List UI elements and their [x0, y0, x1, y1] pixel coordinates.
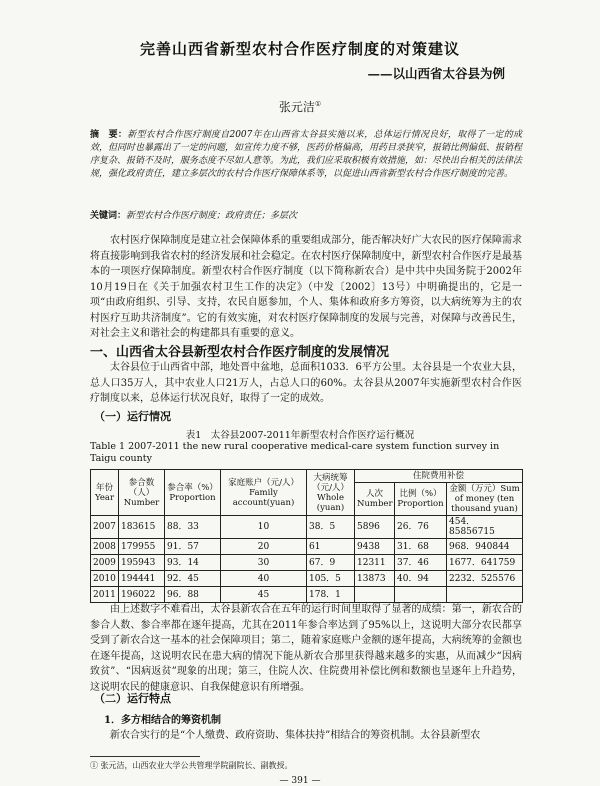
cell-sum: [447, 587, 523, 603]
cell-sum: 2232．525576: [447, 571, 523, 587]
cell-family: 45: [221, 587, 307, 603]
cell-times: [355, 587, 395, 603]
header-count: 参合数（人）Number: [119, 470, 165, 516]
cell-sum: 968．940844: [447, 539, 523, 555]
cell-count: 194441: [119, 571, 165, 587]
keywords-label: 关键词：: [90, 211, 127, 221]
table-caption-en: Table 1 2007-2011 the new rural cooperative medical-care system function survey in Taigu county: [90, 441, 500, 464]
table-row: [91, 555, 523, 571]
cell-times: 5896: [355, 516, 395, 539]
header-year: 年份 Year: [91, 470, 119, 516]
cell-whole: 61: [307, 539, 355, 555]
cell-whole: 67．9: [307, 555, 355, 571]
paper-subtitle: ——以山西省太谷县为例: [367, 66, 505, 81]
keywords: [90, 208, 522, 221]
header-sum: 金额（万元）Sum of money (ten thousand yuan): [447, 483, 523, 516]
cell-rate: 92．45: [165, 571, 221, 587]
paragraph-county: 太谷县位于山西省中部，地处晋中盆地，总面积1033．6平方公里。太谷县是一个农业大县，总人口35万人，其中农业人口21万人，占总人口的60%。太谷县从2007年实施新型农村合作医疗制度以来，总体运行状况良好，取得了一定的成效。: [90, 362, 522, 404]
header-times: 人次 Number: [355, 483, 395, 516]
abstract-text: 新型农村合作医疗制度自2007年在山西省太谷县实施以来，总体运行情况良好，取得了一定的成效，但同时也暴露出了一定的问题，如宣传力度不够，医药价格偏高，用药目录狭窄，报销比例偏低、报销程序复杂、报销不及时，服务态度不尽如人意等。为此，我们应采取积极有效措施，如：尽快出台相关的法律法规，强化政府责任，建立多层次的农村合作医疗保障体系等，以促进山西省新型农村合作医疗制度的完善。: [90, 130, 523, 179]
cell-ratio: [395, 587, 447, 603]
table-row: [91, 587, 523, 603]
cell-count: 195943: [119, 555, 165, 571]
header-family: 家庭账户（元/人）Family account(yuan): [221, 470, 307, 516]
cell-ratio: 37．46: [395, 555, 447, 571]
subsection-heading-operation: （一）运行情况: [94, 410, 171, 423]
header-ratio: 比例（%）Proportion: [395, 483, 447, 516]
footnote-mark: ①: [314, 100, 322, 108]
subsubsection-heading-funding: 1．多方相结合的筹资机制: [104, 715, 221, 726]
cell-family: 30: [221, 555, 307, 571]
paragraph-analysis: 由上述数字不难看出，太谷县新农合在五年的运行时间里取得了显著的成绩：第一，新农合的参合人数、参合率都在逐年提高，尤其在2011年参合率达到了95%以上，这说明大部分农民都享受到了新农合这一基本的社会保障项目；第二，随着家庭账户金额的逐年提高，大病统筹的金额也在逐年提高，这说明农民在患大病的情况下能从新农合那里获得越来越多的实惠，从而减少“因病致贫”、“因病返贫”现象的出现；第三，住院人次、住院费用补偿比例和数额也呈逐年上升趋势，这说明农民的健康意识、自我保健意识有所增强。: [90, 604, 522, 693]
table-row: [91, 539, 523, 555]
section-heading-1: 一、山西省太谷县新型农村合作医疗制度的发展情况: [90, 345, 390, 360]
cell-count: 179955: [119, 539, 165, 555]
cell-year: 2010: [91, 571, 119, 587]
cell-family: 20: [221, 539, 307, 555]
header-compensation: 住院费用补偿: [355, 470, 523, 483]
cell-year: 2009: [91, 555, 119, 571]
cell-rate: 91．57: [165, 539, 221, 555]
cell-times: 12311: [355, 555, 395, 571]
cell-whole: 105．5: [307, 571, 355, 587]
cell-count: 196022: [119, 587, 165, 603]
cell-family: 10: [221, 516, 307, 539]
operation-table: [90, 469, 523, 603]
table-row: [91, 516, 523, 539]
author-name: 张元洁: [278, 100, 315, 114]
cell-sum: 454．85856715: [447, 516, 523, 539]
cell-ratio: 26．76: [395, 516, 447, 539]
cell-whole: 38．5: [307, 516, 355, 539]
table-caption-cn: 表1 太谷县2007-2011年新型农村合作医疗运行概况: [185, 430, 415, 441]
abstract: [90, 129, 522, 181]
cell-year: 2011: [91, 587, 119, 603]
footnote: ① 张元洁，山西农业大学公共管理学院副院长、副教授。: [90, 761, 293, 770]
cell-ratio: 40．94: [395, 571, 447, 587]
paper-title: 完善山西省新型农村合作医疗制度的对策建议: [139, 40, 460, 58]
table-row: [91, 571, 523, 587]
header-whole: 大病统筹（元/人）Whole (yuan): [307, 470, 355, 516]
subsection-heading-features: （二）运行特点: [94, 692, 171, 705]
cell-rate: 96．88: [165, 587, 221, 603]
paragraph-funding: 新农合实行的是“个人缴费、政府资助、集体扶持”相结合的筹资机制。太谷县新型农: [110, 730, 481, 741]
keywords-text: 新型农村合作医疗制度；政府责任；多层次: [126, 211, 298, 221]
paragraph-intro: 农村医疗保障制度是建立社会保障体系的重要组成部分，能否解决好广大农民的医疗保障需求将直接影响到我省农村的经济发展和社会稳定。在农村医疗保障制度中，新型农村合作医疗是最基本的一项医疗保障制度。新型农村合作医疗制度（以下简称新农合）是中共中央国务院于2002年10月19日在《关于加强农村卫生工作的决定》（中发〔2002〕13号）中明确提出的，它是一项“由政府组织、引导、支持，农民自愿参加，个人、集体和政府多方筹资，以大病统筹为主的农村医疗互助共济制度”。它的有效实施，对农村医疗保障制度的发展与完善，对保障与改善民生，对社会主义和谐社会的构建都具有重要的意义。: [90, 235, 522, 339]
author: [0, 98, 600, 115]
cell-year: 2007: [91, 516, 119, 539]
header-rate: 参合率（%）Proportion: [165, 470, 221, 516]
cell-times: 13873: [355, 571, 395, 587]
cell-count: 183615: [119, 516, 165, 539]
cell-rate: 88．33: [165, 516, 221, 539]
cell-whole: 178．1: [307, 587, 355, 603]
footnote-divider: [90, 756, 200, 757]
cell-times: 9438: [355, 539, 395, 555]
page-number: — 391 —: [279, 776, 321, 786]
cell-sum: 1677．641759: [447, 555, 523, 571]
cell-rate: 93．14: [165, 555, 221, 571]
cell-family: 40: [221, 571, 307, 587]
cell-ratio: 31．68: [395, 539, 447, 555]
abstract-label: 摘 要：: [90, 130, 128, 140]
cell-year: 2008: [91, 539, 119, 555]
